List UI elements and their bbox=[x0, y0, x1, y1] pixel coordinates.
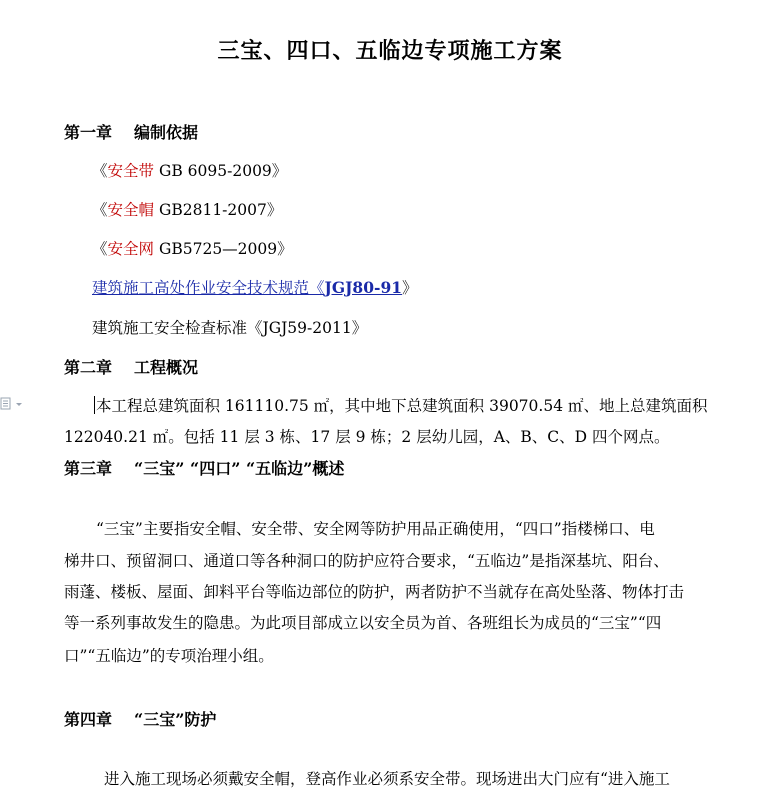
chapter-title: “三宝” “四口” “五临边”概述 bbox=[134, 459, 345, 478]
chapter-3-heading bbox=[64, 456, 344, 479]
overview-line-1: 本工程总建筑面积 161110.75 ㎡，其中地下总建筑面积 39070.54 ㎡、地上总建筑面积 bbox=[96, 397, 708, 415]
reference-safety-net: 《安全网 GB5725—2009》 bbox=[92, 240, 293, 258]
summary-line-3: 雨蓬、楼板、屋面、卸料平台等临边部位的防护，两者防护不当就存在高处坠落、物体打击 bbox=[64, 583, 685, 601]
chapter-number: 第二章 bbox=[64, 358, 113, 377]
document-title: 三宝、四口、五临边专项施工方案 bbox=[217, 38, 563, 64]
protection-line-1: 进入施工现场必须戴安全帽，登高作业必须系安全带。现场进出大门应有“进入施工 bbox=[104, 770, 670, 788]
reference-height-work-spec[interactable]: 建筑施工高处作业安全技术规范《JGJ80-91》 bbox=[92, 278, 418, 297]
summary-line-5: 口”“五临边”的专项治理小组。 bbox=[64, 647, 274, 665]
reference-code: GB5725—2009 bbox=[154, 240, 278, 258]
chapter-number: 第三章 bbox=[64, 459, 113, 478]
chapter-4-heading bbox=[64, 707, 216, 730]
reference-safety-belt: 《安全带 GB 6095-2009》 bbox=[92, 162, 288, 180]
reference-code: GB2811-2007 bbox=[154, 201, 267, 219]
reference-link-code[interactable]: JGJ80-91 bbox=[324, 278, 403, 297]
text-cursor bbox=[94, 396, 95, 414]
summary-line-4: 等一系列事故发生的隐患。为此项目部成立以安全员为首、各班组长为成员的“三宝”“四 bbox=[64, 614, 662, 632]
paragraph-options-icon[interactable] bbox=[0, 396, 24, 410]
reference-name: 安全帽 bbox=[107, 201, 155, 219]
chapter-2-heading bbox=[64, 355, 198, 378]
summary-line-1: “三宝”主要指安全帽、安全带、安全网等防护用品正确使用，“四口”指楼梯口、电 bbox=[96, 520, 655, 538]
overview-line-2: 122040.21 ㎡。包括 11 层 3 栋、17 层 9 栋；2 层幼儿园，A、B、C、D 四个网点。 bbox=[64, 428, 670, 446]
chapter-number: 第一章 bbox=[64, 123, 113, 142]
chapter-title: 工程概况 bbox=[134, 358, 199, 377]
reference-inspection-standard: 建筑施工安全检查标准《JGJ59-2011》 bbox=[92, 319, 368, 337]
reference-link-name[interactable]: 建筑施工高处作业安全技术规范 bbox=[92, 279, 310, 297]
chapter-1-heading bbox=[64, 120, 198, 143]
reference-code: GB 6095-2009 bbox=[154, 162, 272, 180]
chapter-title: 编制依据 bbox=[134, 123, 199, 142]
reference-safety-helmet: 《安全帽 GB2811-2007》 bbox=[92, 201, 283, 219]
reference-name: 安全网 bbox=[107, 240, 155, 258]
chapter-title: “三宝”防护 bbox=[134, 710, 217, 729]
chapter-number: 第四章 bbox=[64, 710, 113, 729]
summary-line-2: 梯井口、预留洞口、通道口等各种洞口的防护应符合要求，“五临边”是指深基坑、阳台、 bbox=[64, 552, 669, 570]
reference-name: 安全带 bbox=[107, 162, 155, 180]
